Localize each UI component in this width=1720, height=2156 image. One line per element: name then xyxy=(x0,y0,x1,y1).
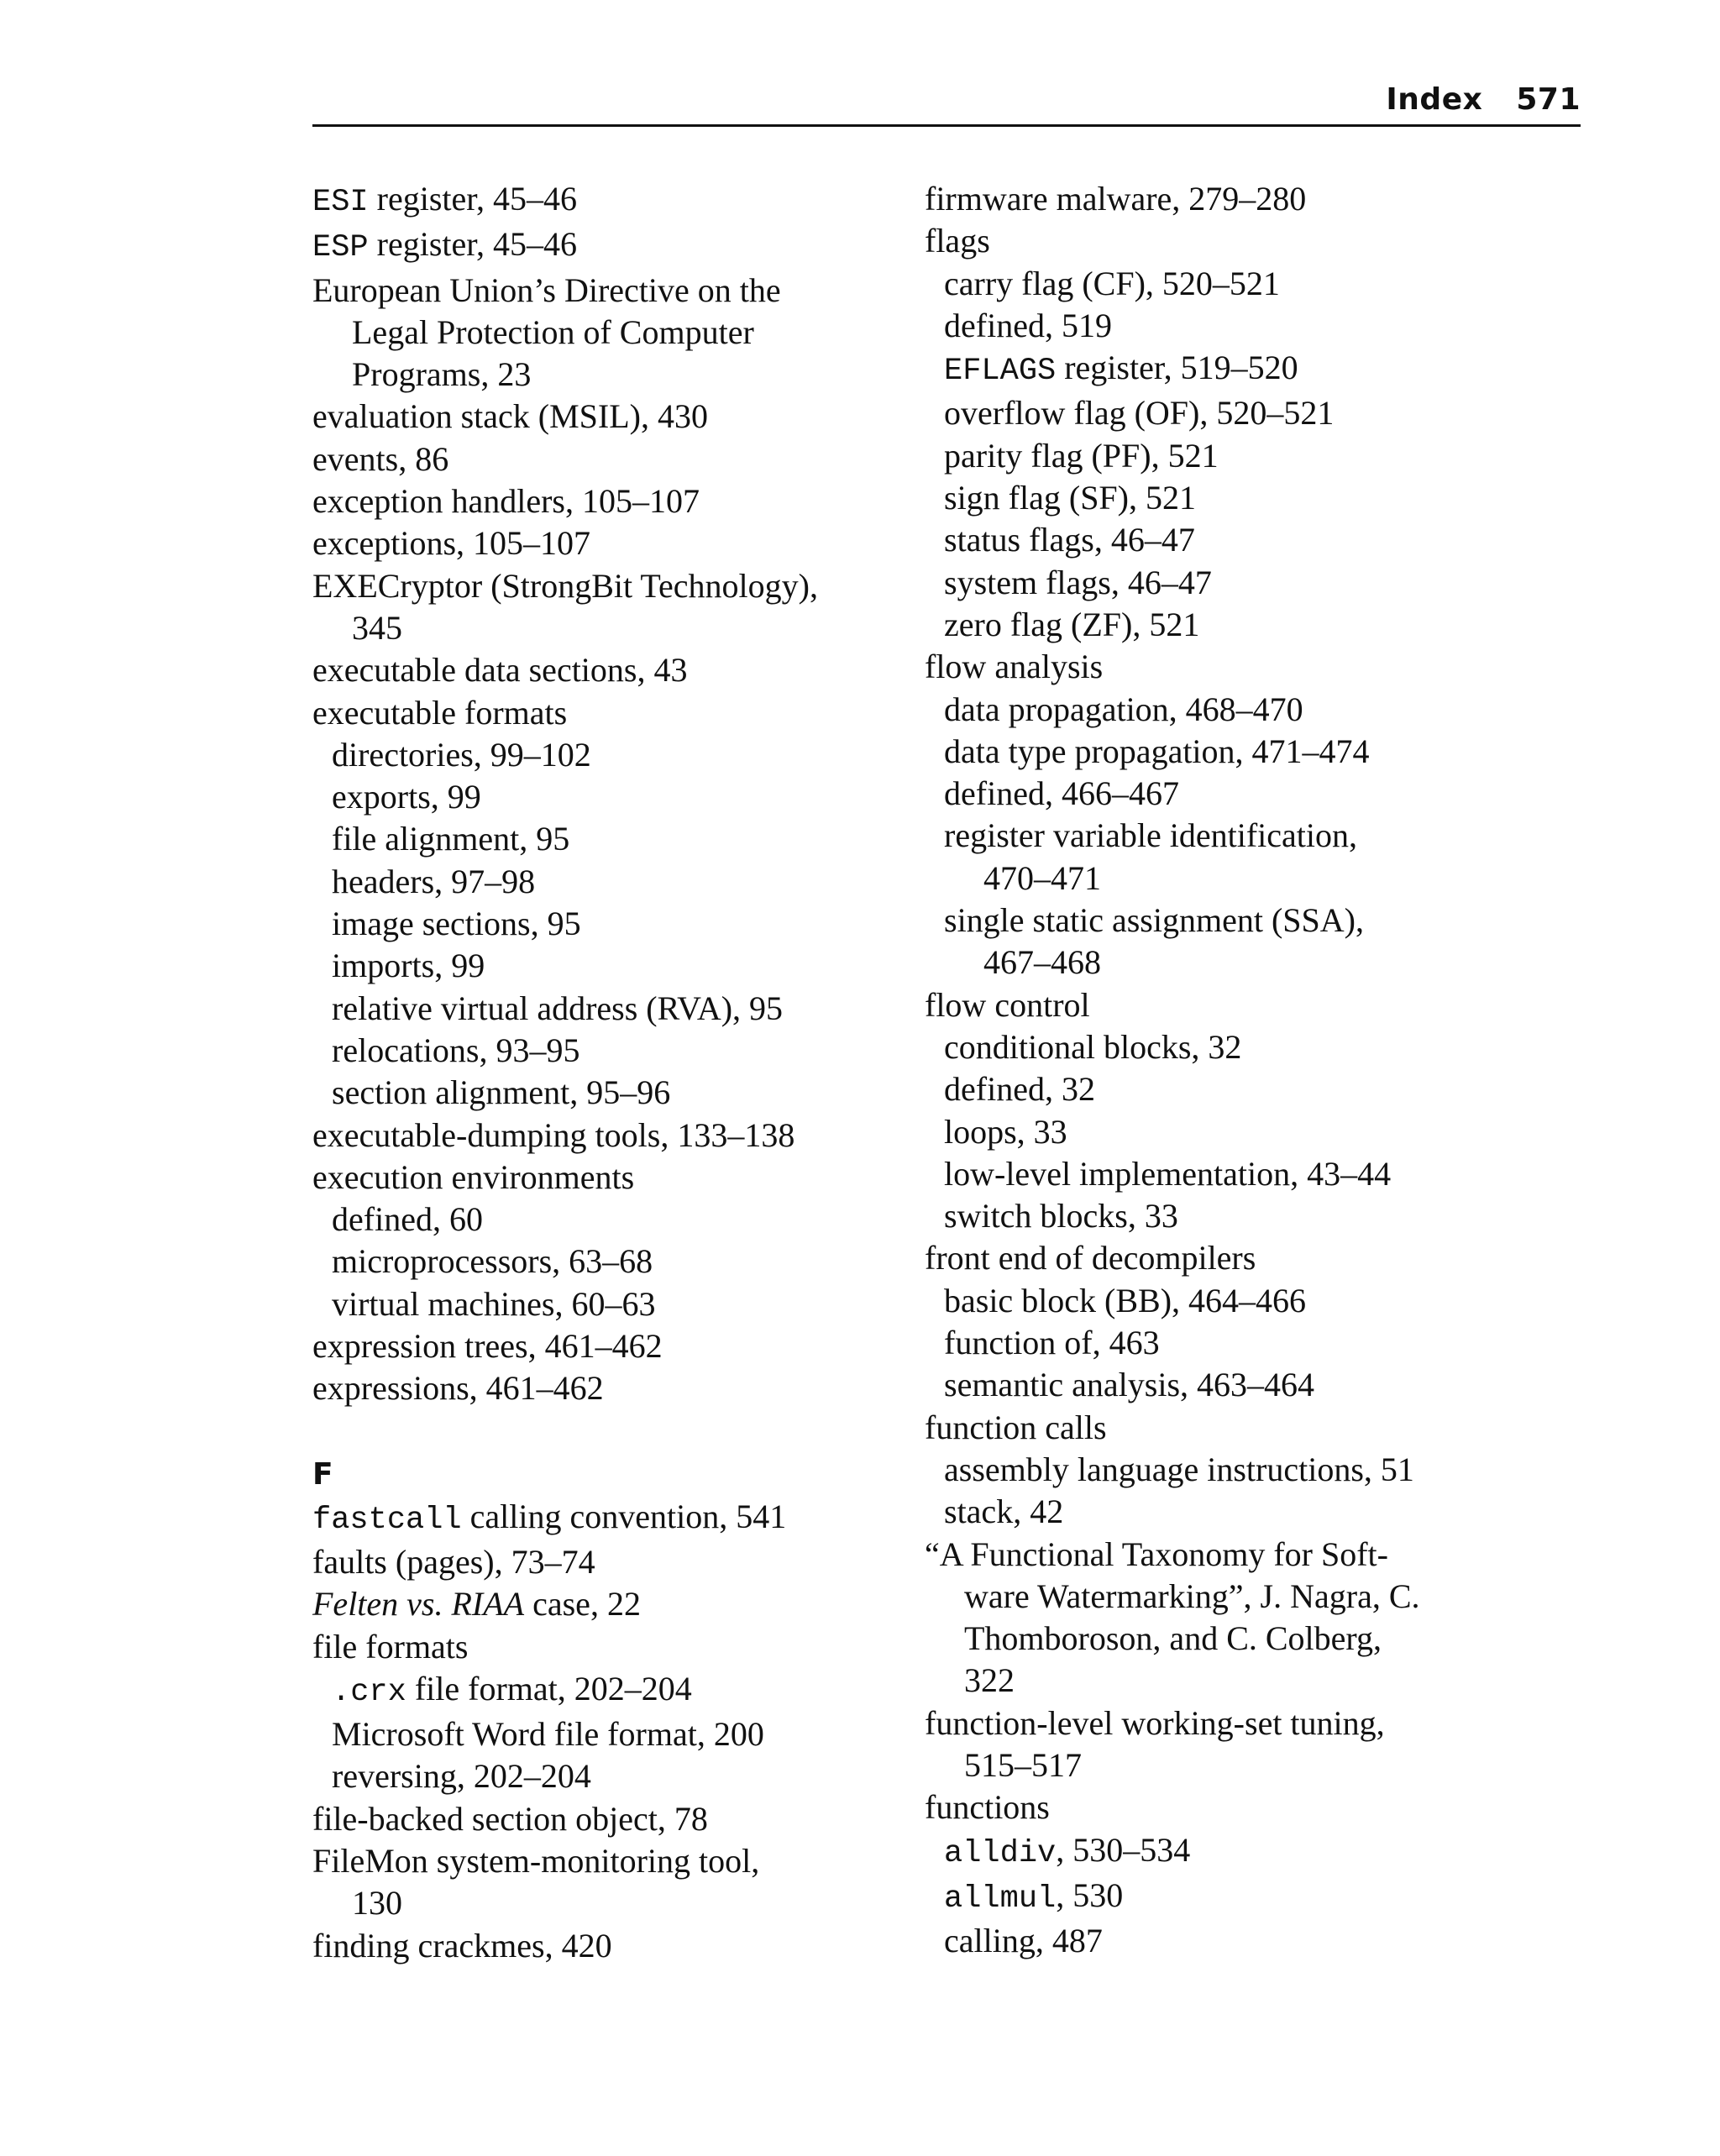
entry-text: , 530–534 xyxy=(1056,1830,1191,1869)
index-entry: FileMon system-monitoring tool, xyxy=(312,1841,760,1880)
index-subentry: Microsoft Word file format, 200 xyxy=(332,1715,764,1754)
index-subentry: system flags, 46–47 xyxy=(944,563,1212,601)
running-head xyxy=(312,77,1581,127)
index-subentry-continuation: 467–468 xyxy=(983,943,1101,982)
entry-text: register, 45–46 xyxy=(368,180,577,218)
index-entry-continuation: Programs, 23 xyxy=(352,355,532,394)
index-entry: firmware malware, 279–280 xyxy=(925,180,1307,218)
italic-term: Felten vs. RIAA xyxy=(312,1585,525,1624)
index-subentry: defined, 519 xyxy=(944,306,1112,344)
running-head-text xyxy=(1386,82,1581,117)
index-entry-heading: flow analysis xyxy=(925,648,1104,686)
index-subentry: headers, 97–98 xyxy=(332,862,536,900)
index-entry-heading: file formats xyxy=(312,1627,469,1666)
page-number: 571 xyxy=(1516,82,1581,117)
index-subentry: relocations, 93–95 xyxy=(332,1031,580,1069)
section-title: Index xyxy=(1386,82,1483,117)
index-subentry: reversing, 202–204 xyxy=(332,1757,591,1796)
index-subentry: stack, 42 xyxy=(944,1492,1064,1531)
index-entry-heading: flow control xyxy=(925,985,1090,1024)
index-subentry: defined, 466–467 xyxy=(944,774,1179,813)
index-entry-heading: function calls xyxy=(925,1408,1107,1446)
index-entry: evaluation stack (MSIL), 430 xyxy=(312,397,708,436)
index-subentry: basic block (BB), 464–466 xyxy=(944,1281,1307,1319)
code-term: ESI xyxy=(312,185,369,220)
index-entry-continuation: 515–517 xyxy=(964,1745,1082,1784)
index-subentry: register variable identification, xyxy=(944,816,1358,855)
index-entry-fastcall xyxy=(312,1496,900,1541)
index-entry-heading: front end of decompilers xyxy=(925,1239,1256,1277)
index-entry-continuation: ware Watermarking”, J. Nagra, C. xyxy=(964,1576,1420,1615)
index-subentry: virtual machines, 60–63 xyxy=(332,1284,656,1323)
index-entry-continuation: Legal Protection of Computer xyxy=(352,312,754,351)
index-entry: EXECryptor (StrongBit Technology), xyxy=(312,566,818,605)
section-letter-f: F xyxy=(312,1456,333,1492)
index-entry-esi xyxy=(312,178,900,223)
index-entry: European Union’s Directive on the xyxy=(312,270,781,309)
index-entry: expression trees, 461–462 xyxy=(312,1327,663,1366)
index-subentry: section alignment, 95–96 xyxy=(332,1073,671,1112)
index-entry: function-level working-set tuning, xyxy=(925,1703,1385,1742)
index-subentry-alldiv xyxy=(925,1829,1581,1875)
index-subentry: defined, 32 xyxy=(944,1070,1095,1109)
index-entry: file-backed section object, 78 xyxy=(312,1799,708,1838)
index-subentry: low-level implementation, 43–44 xyxy=(944,1154,1392,1193)
index-column-right xyxy=(925,178,1581,1962)
index-subentry: zero flag (ZF), 521 xyxy=(944,605,1200,643)
index-entry-esp xyxy=(312,223,900,269)
index-subentry: parity flag (PF), 521 xyxy=(944,436,1219,475)
index-subentry: single static assignment (SSA), xyxy=(944,901,1364,940)
index-subentry-allmul xyxy=(925,1875,1581,1920)
index-entry-continuation: Thomboroson, and C. Colberg, xyxy=(964,1619,1382,1658)
index-entry-continuation: 345 xyxy=(352,608,402,647)
index-entry-heading: flags xyxy=(925,222,990,260)
index-entry: exceptions, 105–107 xyxy=(312,524,591,563)
index-subentry: exports, 99 xyxy=(332,778,481,816)
code-term: ESP xyxy=(312,230,369,266)
entry-text: register, 45–46 xyxy=(368,225,577,264)
index-subentry: switch blocks, 33 xyxy=(944,1197,1178,1235)
code-term: alldiv xyxy=(944,1835,1057,1871)
index-entry: executable data sections, 43 xyxy=(312,651,688,690)
index-entry-heading: functions xyxy=(925,1788,1050,1827)
index-subentry: directories, 99–102 xyxy=(332,735,591,774)
code-term: .crx xyxy=(332,1674,406,1710)
index-subentry-continuation: 470–471 xyxy=(983,858,1101,897)
index-subentry: relative virtual address (RVA), 95 xyxy=(332,989,784,1027)
index-entry: faults (pages), 73–74 xyxy=(312,1542,595,1581)
index-subentry: semantic analysis, 463–464 xyxy=(944,1366,1315,1404)
index-subentry: carry flag (CF), 520–521 xyxy=(944,264,1280,302)
index-entry-continuation: 322 xyxy=(964,1661,1015,1700)
index-entry-felten xyxy=(312,1583,900,1625)
entry-text: calling convention, 541 xyxy=(461,1497,787,1535)
index-subentry: status flags, 46–47 xyxy=(944,521,1195,559)
index-subentry: defined, 60 xyxy=(332,1200,483,1239)
index-subentry: overflow flag (OF), 520–521 xyxy=(944,394,1335,433)
index-subentry: calling, 487 xyxy=(944,1922,1103,1960)
entry-text: case, 22 xyxy=(524,1585,641,1624)
index-subentry: sign flag (SF), 521 xyxy=(944,479,1196,517)
index-entry-heading: execution environments xyxy=(312,1157,635,1196)
index-entry: expressions, 461–462 xyxy=(312,1369,604,1408)
index-column-left xyxy=(312,178,900,1967)
code-term: allmul xyxy=(944,1881,1057,1917)
index-entry: “A Functional Taxonomy for Soft- xyxy=(925,1534,1388,1573)
index-subentry: data type propagation, 471–474 xyxy=(944,732,1370,770)
index-subentry: file alignment, 95 xyxy=(332,820,570,858)
index-subentry: loops, 33 xyxy=(944,1112,1067,1151)
code-term: EFLAGS xyxy=(944,354,1057,390)
index-subentry: function of, 463 xyxy=(944,1324,1160,1362)
index-subentry: data propagation, 468–470 xyxy=(944,690,1303,728)
entry-text: register, 519–520 xyxy=(1056,349,1298,387)
index-subentry: image sections, 95 xyxy=(332,905,581,943)
index-entry: events, 86 xyxy=(312,439,449,478)
index-subentry: assembly language instructions, 51 xyxy=(944,1450,1414,1488)
index-subentry-crx xyxy=(312,1668,900,1713)
index-entry: executable-dumping tools, 133–138 xyxy=(312,1115,795,1154)
index-entry: finding crackmes, 420 xyxy=(312,1926,612,1965)
index-entry-heading: executable formats xyxy=(312,693,568,732)
index-entry-continuation: 130 xyxy=(352,1884,402,1923)
index-subentry: microprocessors, 63–68 xyxy=(332,1242,653,1281)
index-subentry: conditional blocks, 32 xyxy=(944,1027,1242,1066)
entry-text: file format, 202–204 xyxy=(406,1669,692,1707)
entry-text: , 530 xyxy=(1056,1875,1124,1914)
index-entry: exception handlers, 105–107 xyxy=(312,482,700,521)
index-subentry: imports, 99 xyxy=(332,947,485,985)
index-subentry-eflags xyxy=(925,347,1581,392)
code-term: fastcall xyxy=(312,1502,462,1538)
